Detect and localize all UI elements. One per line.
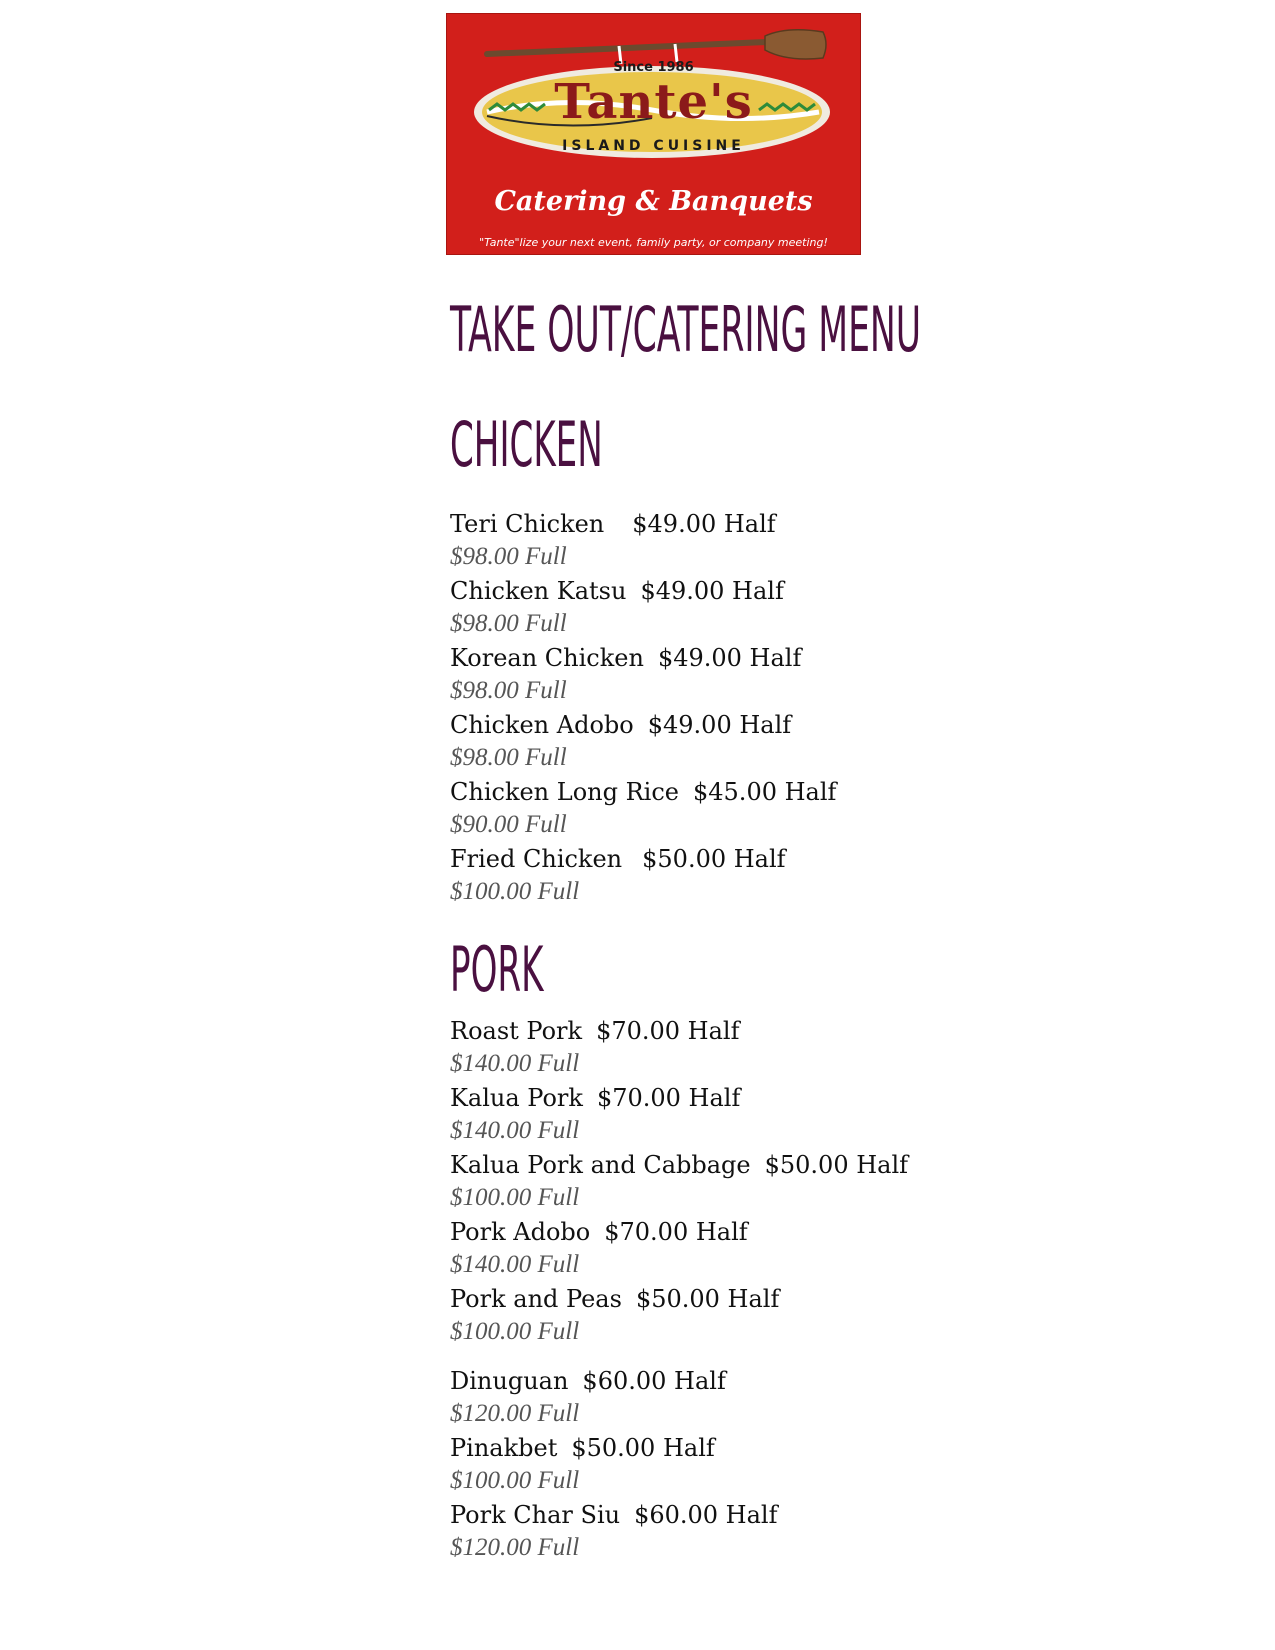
logo-service: Catering & Banquets [494, 186, 813, 217]
menu-item [450, 1216, 748, 1282]
item-name: Teri Chicken [450, 510, 605, 538]
menu-item [450, 776, 836, 842]
item-name: Pork Char Siu [450, 1501, 621, 1529]
menu-item [450, 1499, 777, 1565]
logo-tagline: "Tante"lize your next event, family party, or company meeting! [479, 236, 828, 249]
item-name: Fried Chicken [450, 845, 623, 873]
item-half-price: $49.00 Half [647, 711, 792, 739]
item-half-price: $70.00 Half [596, 1084, 741, 1112]
menu-item [450, 843, 786, 909]
item-half-price: $50.00 Half [635, 1285, 780, 1313]
section-title-pork: PORK [450, 933, 544, 1006]
item-full-price: $90.00 Full [450, 811, 567, 838]
tantes-logo [446, 13, 861, 255]
menu-item [450, 1365, 726, 1431]
menu-item [450, 642, 801, 708]
menu-item [450, 709, 791, 775]
menu-item [450, 508, 776, 574]
item-name: Korean Chicken [450, 644, 644, 672]
item-name: Pinakbet [450, 1434, 558, 1462]
item-half-price: $50.00 Half [642, 845, 786, 873]
menu-item [450, 1283, 779, 1349]
menu-item [450, 1432, 715, 1498]
item-name: Kalua Pork and Cabbage [450, 1151, 751, 1179]
logo-subtitle: ISLAND CUISINE [562, 138, 745, 154]
item-name: Dinuguan [450, 1367, 569, 1395]
menu-item [450, 1015, 739, 1081]
item-full-price: $98.00 Full [450, 744, 567, 771]
item-name: Pork Adobo [450, 1218, 591, 1246]
item-full-price: $98.00 Full [450, 543, 567, 570]
item-half-price: $70.00 Half [604, 1218, 748, 1246]
item-full-price: $100.00 Full [450, 1467, 580, 1494]
item-name: Chicken Long Rice [450, 778, 679, 806]
section-title-chicken: CHICKEN [450, 408, 603, 481]
logo-since: Since 1986 [613, 60, 694, 75]
item-half-price: $70.00 Half [596, 1017, 740, 1045]
item-full-price: $98.00 Full [450, 610, 567, 637]
item-name: Kalua Pork [450, 1084, 583, 1112]
item-full-price: $120.00 Full [450, 1400, 580, 1427]
item-name: Roast Pork [450, 1017, 583, 1045]
item-half-price: $60.00 Half [582, 1367, 726, 1395]
item-full-price: $140.00 Full [450, 1050, 580, 1077]
logo-brand-name: Tante's [554, 74, 753, 130]
menu-item [450, 575, 784, 641]
item-half-price: $49.00 Half [640, 577, 784, 605]
item-half-price: $60.00 Half [634, 1501, 778, 1529]
item-full-price: $120.00 Full [450, 1534, 580, 1561]
item-name: Chicken Adobo [450, 711, 634, 739]
item-full-price: $100.00 Full [450, 1184, 580, 1211]
item-full-price: $100.00 Full [450, 878, 580, 905]
item-half-price: $50.00 Half [571, 1434, 715, 1462]
item-half-price: $49.00 Half [657, 644, 802, 672]
item-full-price: $140.00 Full [450, 1117, 580, 1144]
item-half-price: $49.00 Half [632, 510, 776, 538]
menu-item [450, 1082, 740, 1148]
menu-item [450, 1149, 908, 1215]
item-full-price: $140.00 Full [450, 1251, 580, 1278]
menu-title: TAKE OUT/CATERING MENU [450, 293, 922, 366]
item-half-price: $50.00 Half [764, 1151, 909, 1179]
item-half-price: $45.00 Half [693, 778, 837, 806]
surfboard-paddle-icon [447, 14, 862, 256]
item-name: Pork and Peas [450, 1285, 622, 1313]
item-full-price: $100.00 Full [450, 1318, 580, 1345]
item-full-price: $98.00 Full [450, 677, 567, 704]
item-name: Chicken Katsu [450, 577, 627, 605]
